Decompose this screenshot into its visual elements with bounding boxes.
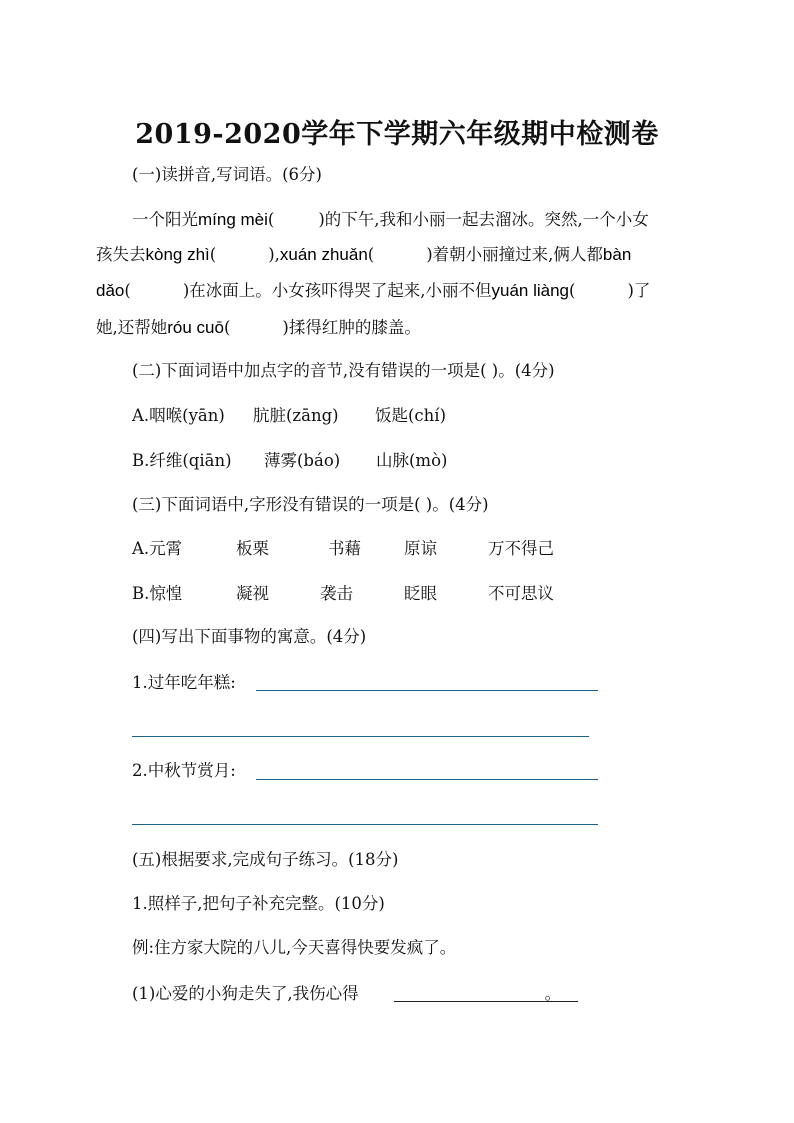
option-word: A.咽喉(yān) (132, 406, 225, 425)
pinyin: dǎo (96, 281, 125, 300)
option-word: 万不得己 (488, 539, 554, 558)
option-word: 肮脏(zāng) (253, 406, 339, 425)
answer-line[interactable] (256, 779, 598, 780)
option-word: 眨眼 (404, 584, 437, 603)
option-word: 薄雾(báo) (264, 451, 341, 470)
page-title: 2019-2020学年下学期六年级期中检测卷 (135, 119, 659, 150)
section4-question-1: 1.过年吃年糕: (132, 673, 236, 692)
section5-question-1: 1.照样子,把句子补充完整。(10分) (132, 894, 385, 913)
section5-example: 例:住方家大院的八儿,今天喜得快要发疯了。 (132, 938, 457, 957)
answer-line[interactable] (132, 824, 598, 825)
text-segment: 。 (544, 984, 562, 1003)
text-segment: ( (569, 281, 576, 300)
section2-option-b[interactable] (132, 450, 447, 472)
option-word: 袭击 (320, 584, 353, 603)
pinyin: yuán liàng (491, 281, 570, 300)
pinyin: kòng zhì (145, 245, 210, 264)
text-segment: ( (367, 245, 375, 264)
text-segment: 一个阳光 (132, 210, 198, 229)
option-word: 山脉(mò) (376, 451, 448, 470)
text-segment: ( (223, 318, 231, 337)
option-word: B.纤维(qiān) (132, 451, 232, 470)
section4-heading: (四)写出下面事物的寓意。(4分) (132, 627, 367, 646)
section3-heading: (三)下面词语中,字形没有错误的一项是( )。(4分) (132, 495, 489, 514)
pinyin: bàn (602, 245, 632, 264)
text-segment: ), (268, 245, 280, 264)
section1-line4 (96, 317, 421, 339)
text-segment: )着朝小丽撞过来,俩人都 (426, 245, 603, 264)
option-word: 书藉 (328, 539, 361, 558)
text-segment: )的下午,我和小丽一起去溜冰。突然,一个小女 (318, 210, 649, 229)
section1-line2 (96, 244, 631, 266)
answer-line[interactable] (394, 1001, 578, 1002)
answer-line[interactable] (256, 690, 598, 691)
text-segment: )在冰面上。小女孩吓得哭了起来,小丽不但 (182, 281, 492, 300)
section5-heading: (五)根据要求,完成句子练习。(18分) (132, 850, 399, 869)
text-segment: ( (124, 281, 131, 300)
text-segment: )了 (627, 281, 651, 300)
answer-line[interactable] (132, 736, 589, 737)
option-word: 板栗 (236, 539, 269, 558)
option-word: 不可思议 (488, 584, 554, 603)
section1-line1 (132, 209, 649, 231)
option-word: A.元霄 (132, 539, 183, 558)
option-word: B.惊惶 (132, 584, 183, 603)
text-segment: ( (267, 210, 275, 229)
option-word: 凝视 (236, 584, 269, 603)
section3-option-b[interactable] (132, 583, 554, 605)
section1-heading: (一)读拼音,写词语。(6分) (132, 165, 322, 184)
text-segment: )揉得红肿的膝盖。 (282, 318, 421, 337)
section4-question-2: 2.中秋节赏月: (132, 761, 236, 780)
pinyin: míng mèi (198, 210, 268, 229)
pinyin: xuán zhuǎn (279, 245, 368, 264)
option-word: 饭匙(chí) (375, 406, 447, 425)
pinyin: róu cuō (167, 318, 224, 337)
section2-heading: (二)下面词语中加点字的音节,没有错误的一项是( )。(4分) (132, 361, 555, 380)
text-segment: ( (209, 245, 217, 264)
option-word: 原谅 (404, 539, 437, 558)
text-segment: (1)心爱的小狗走失了,我伤心得 (132, 984, 359, 1003)
section3-option-a[interactable] (132, 538, 554, 560)
text-segment: 孩失去 (96, 245, 146, 264)
section2-option-a[interactable] (132, 405, 446, 427)
section1-line3 (96, 280, 650, 302)
text-segment: 她,还帮她 (96, 318, 168, 337)
